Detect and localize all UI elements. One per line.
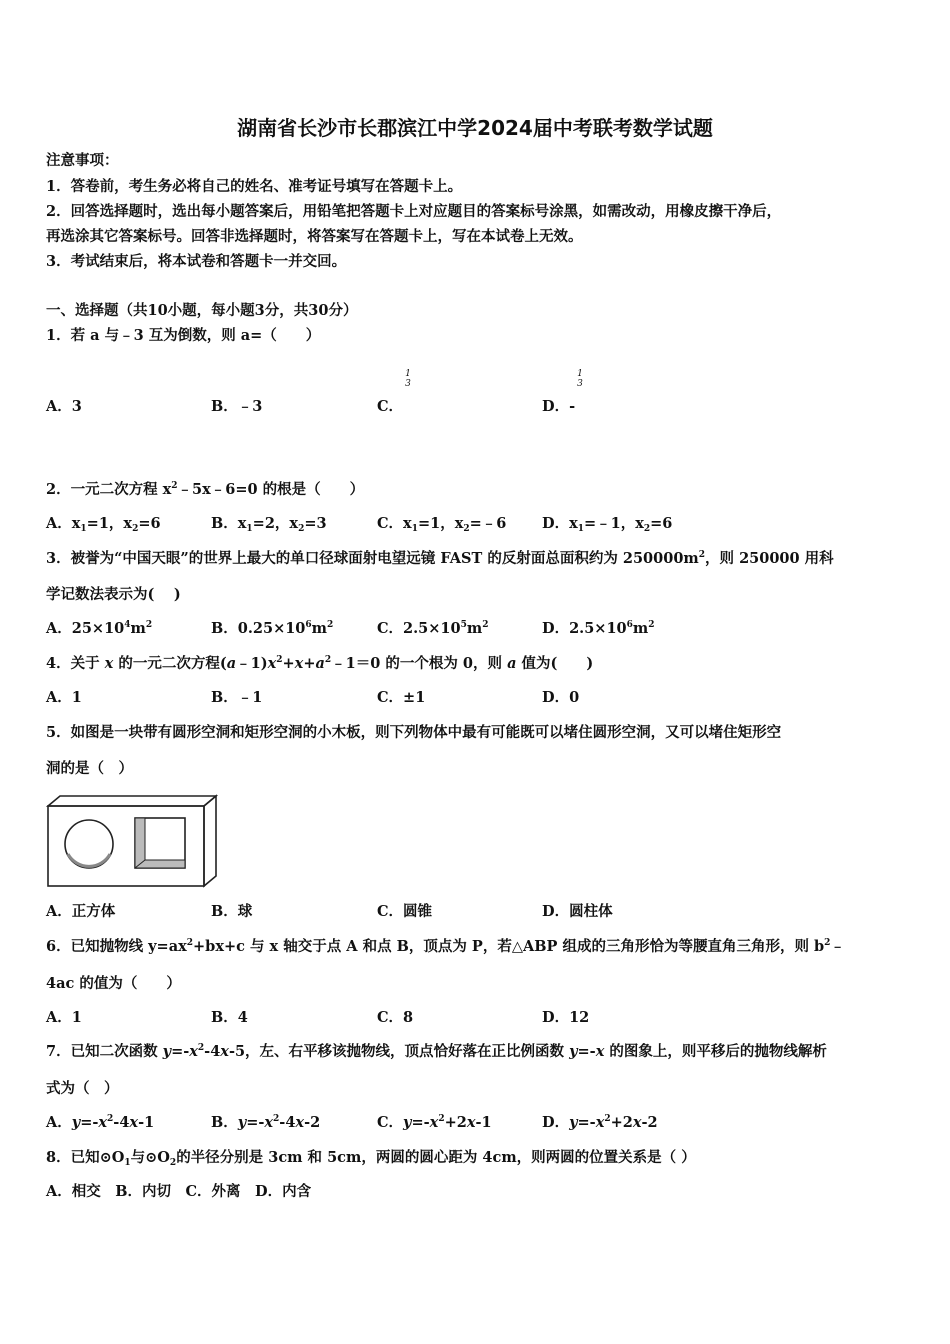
q6-option-d: D．12 bbox=[542, 1009, 590, 1026]
q5-option-d: D．圆柱体 bbox=[542, 903, 613, 920]
question-2-stem: 2．一元二次方程 $x^2﹣5x﹣6=0$ 的根是（ ） bbox=[46, 481, 365, 498]
q5-option-b: B．球 bbox=[211, 903, 253, 920]
question-6-stem: 6．已知抛物线 $y=ax^2+bx+c$ 与 x 轴交于点 A 和点 B，顶点为 P，若△ABP 组成的三角形恰为等腰直角三角形，则 $b^2﹣$ bbox=[46, 938, 845, 955]
question-3-stem: 3．被誉为“中国天眼”的世界上最大的单口径球面射电望远镜 FAST 的反射面总面积约为 $250000m^2$，则 250000 用科 bbox=[46, 550, 834, 567]
q2-option-c: C．$x_1=1$，$x_2=﹣6$ bbox=[377, 515, 507, 534]
question-5-stem-cont: 洞的是（ ） bbox=[46, 760, 133, 777]
question-4-stem: 4．关于 x 的一元二次方程$(a﹣1)x^2+x+a^2﹣1=0$ 的一个根为 0，则 a 值为( ) bbox=[46, 655, 594, 672]
notice-item-2-cont: 再选涂其它答案标号。回答非选择题时，将答案写在答题卡上，写在本试卷上无效。 bbox=[46, 228, 583, 245]
q6-option-a: A．1 bbox=[46, 1009, 82, 1026]
q1-d-numerator: 1 bbox=[577, 369, 583, 379]
q1-c-fraction bbox=[403, 369, 413, 389]
q7-option-c: C．$y=-x^2+2x-1$ bbox=[377, 1114, 492, 1131]
q2-option-d: D．$x_1=﹣1$，$x_2=6$ bbox=[542, 515, 673, 534]
question-1-stem: 1．若 a 与﹣3 互为倒数，则 a=（ ） bbox=[46, 327, 321, 344]
q7-option-d: D．$y=-x^2+2x-2$ bbox=[542, 1114, 658, 1131]
q3-option-c: C．$2.5\times 10^5m^2$ bbox=[377, 620, 489, 637]
q1-option-d: D．- bbox=[542, 398, 576, 415]
question-6-stem-cont: 4ac 的值为（ ） bbox=[46, 975, 181, 992]
notice-item-1: 1．答卷前，考生务必将自己的姓名、准考证号填写在答题卡上。 bbox=[46, 178, 463, 195]
q3-option-b: B．$0.25\times 10^6m^2$ bbox=[211, 620, 334, 637]
q3-option-d: D．$2.5\times 10^6m^2$ bbox=[542, 620, 655, 637]
q1-d-denominator: 3 bbox=[577, 379, 583, 389]
notice-item-2: 2．回答选择题时，选出每小题答案后，用铅笔把答题卡上对应题目的答案标号涂黑，如需改动，用橡皮擦干净后， bbox=[46, 203, 782, 220]
wooden-board-figure bbox=[46, 794, 218, 890]
notice-heading: 注意事项： bbox=[46, 152, 119, 169]
q7-option-a: A．$y=-x^2-4x-1$ bbox=[46, 1114, 155, 1131]
q5-option-a: A．正方体 bbox=[46, 903, 116, 920]
section-heading: 一、选择题（共10小题，每小题3分，共30分） bbox=[46, 302, 358, 319]
q1-c-numerator: 1 bbox=[405, 369, 411, 379]
q1-c-denominator: 3 bbox=[405, 379, 411, 389]
q1-option-a: A．3 bbox=[46, 398, 82, 415]
q5-option-c: C．圆锥 bbox=[377, 903, 433, 920]
q8-options: A．相交 B．内切 C．外离 D．内含 bbox=[46, 1183, 312, 1200]
question-3-stem-cont: 学记数法表示为( ) bbox=[46, 586, 181, 603]
q4-option-a: A．1 bbox=[46, 689, 82, 706]
q6-option-b: B．4 bbox=[211, 1009, 248, 1026]
q3-option-a: A．$25\times 10^4m^2$ bbox=[46, 620, 153, 637]
page-title: 湖南省长沙市长郡滨江中学2024届中考联考数学试题 bbox=[237, 116, 713, 140]
q4-option-c: C．±1 bbox=[377, 689, 426, 706]
q1-option-b: B．﹣3 bbox=[211, 398, 263, 415]
question-7-stem-cont: 式为（ ） bbox=[46, 1080, 119, 1097]
question-5-stem: 5．如图是一块带有圆形空洞和矩形空洞的小木板，则下列物体中最有可能既可以堵住圆形空洞，又可以堵住矩形空 bbox=[46, 724, 782, 741]
q4-option-d: D．0 bbox=[542, 689, 580, 706]
q1-option-c: C． bbox=[377, 398, 404, 415]
q6-option-c: C．8 bbox=[377, 1009, 414, 1026]
question-8-stem: 8．已知$⊙O_1$与$⊙O_2$的半径分别是 3cm 和 5cm，两圆的圆心距为 4cm，则两圆的位置关系是（ ） bbox=[46, 1149, 696, 1168]
q2-option-b: B．$x_1=2$，$x_2=3$ bbox=[211, 515, 327, 534]
q2-option-a: A．$x_1=1$，$x_2=6$ bbox=[46, 515, 161, 534]
q7-option-b: B．$y=-x^2-4x-2$ bbox=[211, 1114, 321, 1131]
question-7-stem: 7．已知二次函数 $y=-x^2-4x-5$，左、右平移该抛物线，顶点恰好落在正比例函数 y=-x 的图象上，则平移后的抛物线解析 bbox=[46, 1043, 827, 1060]
notice-item-3: 3．考试结束后，将本试卷和答题卡一并交回。 bbox=[46, 253, 347, 270]
q4-option-b: B．﹣1 bbox=[211, 689, 263, 706]
q1-d-fraction bbox=[575, 369, 585, 389]
